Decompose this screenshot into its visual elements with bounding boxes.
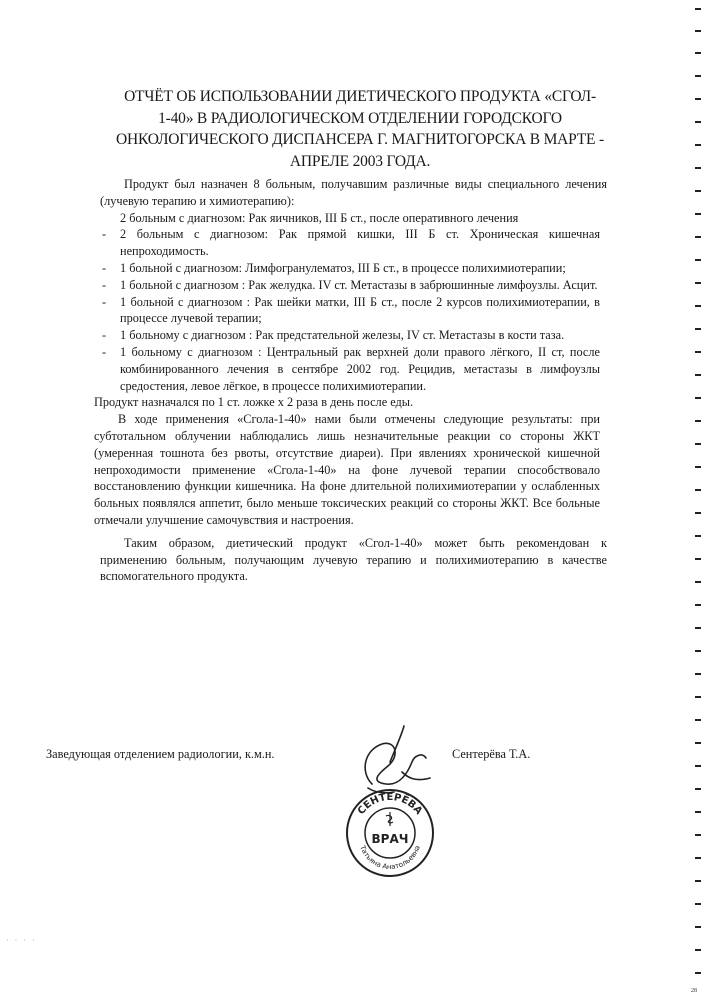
results-paragraph: В ходе применения «Сгола-1-40» нами были отмечены следующие результаты: при субтотальном облучении наблюдались лишь незначительные реакции со стороны ЖКТ (умеренная тошнота без рвоты, отсутствие диареи). При явлениях хронической кишечной непроходимости применение «Сгола-1-40» на фоне лучевой терапии способствовало восстановлению функции кишечника. На фоне длительной полихимиотерапии у ослабленных больных появлялся аппетит, было меньше токсических реакций со стороны ЖКТ. Все больные отмечали улучшение самочувствия и настроения. [94, 412, 600, 527]
signatory-name: Сентерёва Т.А. [452, 747, 531, 761]
list-item [102, 294, 600, 328]
stamp-top-text: СЕНТЕРЁВА [355, 791, 425, 817]
list-dash: - [102, 294, 107, 309]
list-item-text: 1 больной с диагнозом : Рак желудка. IV ст. Метастазы в забрюшинные лимфоузлы. Асцит. [120, 277, 598, 292]
scan-edge-marks [685, 0, 705, 1000]
list-item [102, 327, 600, 344]
list-item [120, 210, 600, 227]
list-item-text: 2 больным с диагнозом: Рак яичников, III Б ст., после оперативного лечения [120, 210, 519, 225]
document-title [100, 86, 620, 172]
list-item [102, 226, 600, 260]
signatory-position: Заведующая отделением радиологии, к.м.н. [46, 747, 275, 761]
conclusion-paragraph: Таким образом, диетический продукт «Сгол-1-40» может быть рекомендован к применению больным, получающим лучевую терапию и полихимиотерапию в качестве вспомогательного продукта. [100, 535, 607, 584]
list-dash: - [102, 260, 107, 275]
list-item [102, 260, 600, 277]
doctor-stamp [345, 788, 435, 878]
title-line-4: АПРЕЛЕ 2003 ГОДА. [289, 152, 431, 170]
page-mark: 28 [691, 988, 697, 994]
list-item-text: 1 больной с диагнозом : Рак шейки матки, III Б ст., после 2 курсов полихимиотерапии, в процессе лучевой терапии; [120, 294, 600, 326]
list-item-text: 1 больному с диагнозом : Рак предстательной железы, IV ст. Метастазы в кости таза. [120, 328, 565, 343]
list-dash: - [102, 277, 107, 292]
document-body [94, 176, 607, 585]
list-dash: - [102, 227, 107, 242]
patient-list [100, 210, 600, 395]
intro-paragraph: Продукт был назначен 8 больным, получавшим различные виды специального лечения (лучевую терапию и химиотерапию): [100, 177, 607, 208]
title-line-3: ОНКОЛОГИЧЕСКОГО ДИСПАНСЕРА Г. МАГНИТОГОРСКА В МАРТЕ - [116, 131, 604, 148]
list-item-text: 1 больной с диагнозом: Лимфогранулематоз, III Б ст., в процессе полихимиотерапии; [120, 260, 566, 275]
list-item-text: 2 больным с диагнозом: Рак прямой кишки, III Б ст. Хроническая кишечная непроходимость. [120, 227, 600, 259]
list-item [102, 344, 600, 394]
stamp-center-text: ВРАЧ [371, 832, 409, 846]
scan-noise: · · · · [6, 936, 37, 945]
usage-paragraph: Продукт назначался по 1 ст. ложке х 2 раза в день после еды. [94, 395, 414, 410]
list-dash: - [102, 328, 107, 343]
list-item [102, 277, 600, 294]
title-line-1: ОТЧЁТ ОБ ИСПОЛЬЗОВАНИИ ДИЕТИЧЕСКОГО ПРОДУКТА «СГОЛ- [124, 88, 596, 105]
title-line-2: 1-40» В РАДИОЛОГИЧЕСКОМ ОТДЕЛЕНИИ ГОРОДСКОГО [158, 109, 562, 127]
list-dash: - [102, 344, 107, 359]
list-item-text: 1 больному с диагнозом : Центральный рак верхней доли правого лёгкого, II ст, после комбинированного лечения в сентябре 2002 год. Рецидив, метастазы в лимфоузлы средостения, левое лёгкое, в процессе полихимиотерапии. [120, 344, 600, 393]
signature-block [46, 747, 566, 767]
stamp-bottom-text: Татьяна Анатольевна [358, 844, 422, 872]
